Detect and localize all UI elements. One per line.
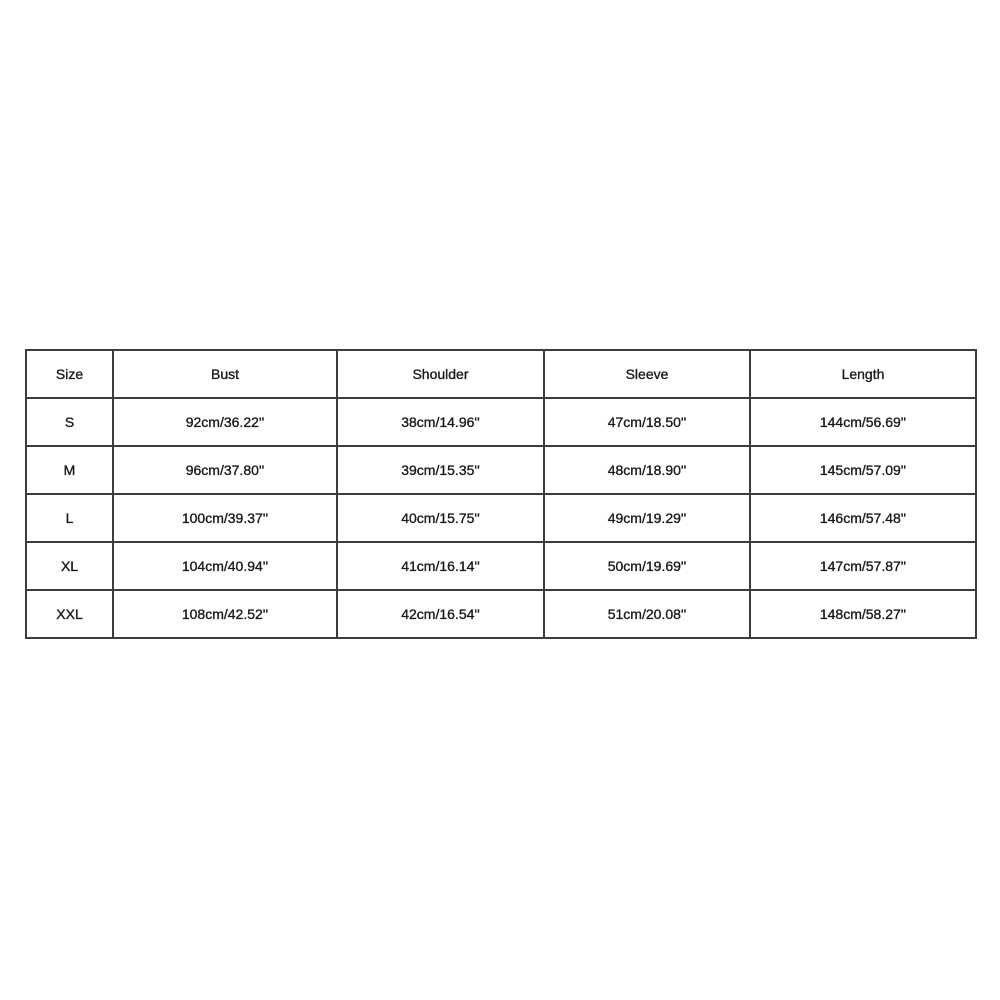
header-length: Length [750, 350, 976, 398]
bust-cell: 104cm/40.94'' [113, 542, 337, 590]
length-cell: 147cm/57.87'' [750, 542, 976, 590]
shoulder-cell: 38cm/14.96'' [337, 398, 544, 446]
bust-cell: 108cm/42.52'' [113, 590, 337, 638]
sleeve-cell: 47cm/18.50'' [544, 398, 750, 446]
length-cell: 144cm/56.69'' [750, 398, 976, 446]
table-row [26, 494, 976, 542]
bust-cell: 96cm/37.80'' [113, 446, 337, 494]
bust-cell: 100cm/39.37'' [113, 494, 337, 542]
header-shoulder: Shoulder [337, 350, 544, 398]
length-cell: 146cm/57.48'' [750, 494, 976, 542]
table-row [26, 446, 976, 494]
sleeve-cell: 50cm/19.69'' [544, 542, 750, 590]
shoulder-cell: 42cm/16.54'' [337, 590, 544, 638]
shoulder-cell: 41cm/16.14'' [337, 542, 544, 590]
table-row [26, 542, 976, 590]
header-sleeve: Sleeve [544, 350, 750, 398]
sleeve-cell: 51cm/20.08'' [544, 590, 750, 638]
bust-cell: 92cm/36.22'' [113, 398, 337, 446]
size-cell: S [26, 398, 113, 446]
sleeve-cell: 49cm/19.29'' [544, 494, 750, 542]
shoulder-cell: 40cm/15.75'' [337, 494, 544, 542]
length-cell: 145cm/57.09'' [750, 446, 976, 494]
table-row [26, 398, 976, 446]
size-cell: XL [26, 542, 113, 590]
header-row [26, 350, 976, 398]
size-cell: XXL [26, 590, 113, 638]
sleeve-cell: 48cm/18.90'' [544, 446, 750, 494]
size-cell: L [26, 494, 113, 542]
header-bust: Bust [113, 350, 337, 398]
shoulder-cell: 39cm/15.35'' [337, 446, 544, 494]
length-cell: 148cm/58.27'' [750, 590, 976, 638]
header-size: Size [26, 350, 113, 398]
size-chart-table [25, 349, 977, 639]
size-cell: M [26, 446, 113, 494]
table-row [26, 590, 976, 638]
